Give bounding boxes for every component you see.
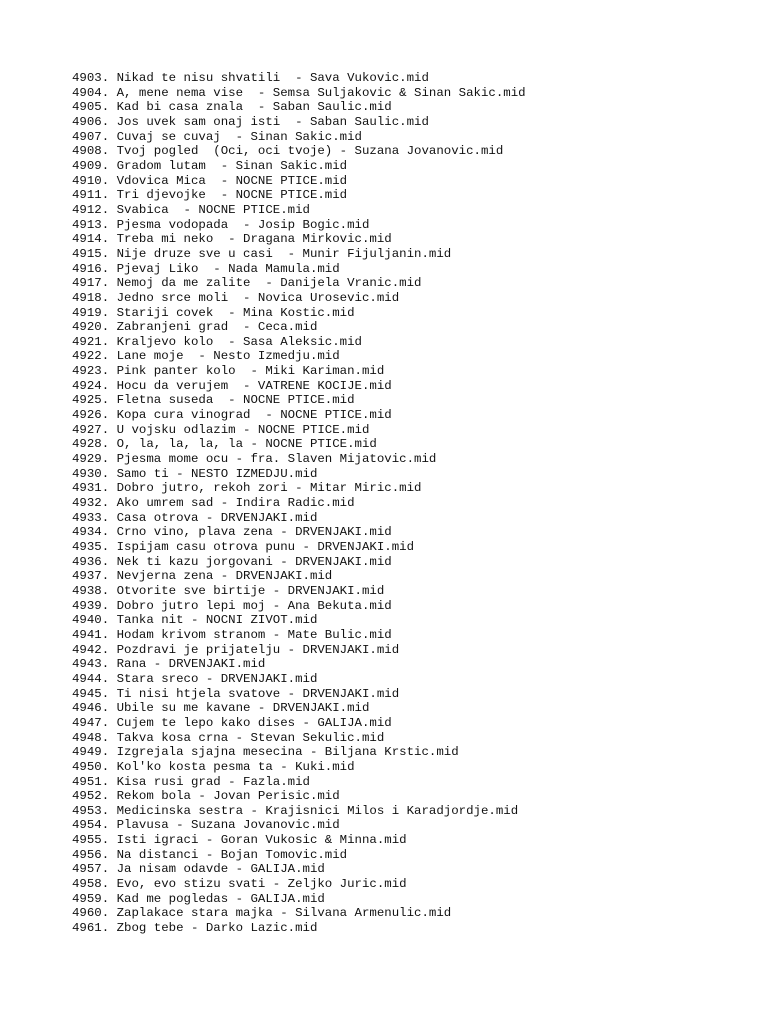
song-entry: 4956. Na distanci - Bojan Tomovic.mid — [72, 847, 348, 862]
song-entry: 4914. Treba mi neko - Dragana Mirkovic.mid — [72, 232, 392, 247]
song-entry: 4951. Kisa rusi grad - Fazla.mid — [72, 774, 310, 789]
song-entry: 4923. Pink panter kolo - Miki Kariman.mid — [72, 364, 385, 379]
song-entry: 4938. Otvorite sve birtije - DRVENJAKI.mid — [72, 583, 385, 598]
song-entry: 4930. Samo ti - NESTO IZMEDJU.mid — [72, 466, 318, 481]
song-entry: 4943. Rana - DRVENJAKI.mid — [72, 657, 266, 672]
song-entry: 4952. Rekom bola - Jovan Perisic.mid — [72, 789, 340, 804]
song-entry: 4924. Hocu da verujem - VATRENE KOCIJE.mid — [72, 378, 392, 393]
song-entry: 4960. Zaplakace stara majka - Silvana Armenulic.mid — [72, 906, 452, 921]
song-entry: 4922. Lane moje - Nesto Izmedju.mid — [72, 349, 340, 364]
song-entry: 4907. Cuvaj se cuvaj - Sinan Sakic.mid — [72, 129, 362, 144]
song-entry: 4910. Vdovica Mica - NOCNE PTICE.mid — [72, 173, 348, 188]
song-entry: 4937. Nevjerna zena - DRVENJAKI.mid — [72, 569, 333, 584]
song-entry: 4959. Kad me pogledas - GALIJA.mid — [72, 891, 325, 906]
song-entry: 4904. A, mene nema vise - Semsa Suljakovic & Sinan Sakic.mid — [72, 85, 526, 100]
song-entry: 4920. Zabranjeni grad - Ceca.mid — [72, 320, 318, 335]
song-entry: 4936. Nek ti kazu jorgovani - DRVENJAKI.mid — [72, 554, 392, 569]
song-entry: 4954. Plavusa - Suzana Jovanovic.mid — [72, 818, 340, 833]
song-entry: 4944. Stara sreco - DRVENJAKI.mid — [72, 671, 318, 686]
song-entry: 4945. Ti nisi htjela svatove - DRVENJAKI.mid — [72, 686, 400, 701]
song-entry: 4957. Ja nisam odavde - GALIJA.mid — [72, 862, 325, 877]
song-entry: 4928. O, la, la, la, la - NOCNE PTICE.mid — [72, 437, 377, 452]
song-entry: 4909. Gradom lutam - Sinan Sakic.mid — [72, 158, 348, 173]
song-entry: 4903. Nikad te nisu shvatili - Sava Vukovic.mid — [72, 71, 429, 85]
song-entry: 4917. Nemoj da me zalite - Danijela Vranic.mid — [72, 276, 422, 291]
song-entry: 4942. Pozdravi je prijatelju - DRVENJAKI.mid — [72, 642, 400, 657]
song-entry: 4916. Pjevaj Liko - Nada Mamula.mid — [72, 261, 340, 276]
song-entry: 4925. Fletna suseda - NOCNE PTICE.mid — [72, 393, 355, 408]
song-entry: 4905. Kad bi casa znala - Saban Saulic.mid — [72, 100, 392, 115]
song-entry: 4919. Stariji covek - Mina Kostic.mid — [72, 305, 355, 320]
song-entry: 4933. Casa otrova - DRVENJAKI.mid — [72, 510, 318, 525]
song-entry: 4918. Jedno srce moli - Novica Urosevic.mid — [72, 290, 400, 305]
song-entry: 4950. Kol'ko kosta pesma ta - Kuki.mid — [72, 759, 355, 774]
song-entry: 4939. Dobro jutro lepi moj - Ana Bekuta.mid — [72, 598, 392, 613]
song-entry: 4934. Crno vino, plava zena - DRVENJAKI.mid — [72, 525, 392, 540]
song-entry: 4961. Zbog tebe - Darko Lazic.mid — [72, 921, 318, 936]
song-entry: 4912. Svabica - NOCNE PTICE.mid — [72, 202, 310, 217]
song-entry: 4926. Kopa cura vinograd - NOCNE PTICE.mid — [72, 408, 392, 423]
song-entry: 4955. Isti igraci - Goran Vukosic & Minna.mid — [72, 833, 407, 848]
song-entry: 4947. Cujem te lepo kako dises - GALIJA.mid — [72, 715, 392, 730]
song-entry: 4915. Nije druze sve u casi - Munir Fijuljanin.mid — [72, 246, 452, 261]
song-entry: 4913. Pjesma vodopada - Josip Bogic.mid — [72, 217, 370, 232]
song-entry: 4931. Dobro jutro, rekoh zori - Mitar Miric.mid — [72, 481, 422, 496]
song-entry: 4935. Ispijam casu otrova punu - DRVENJAKI.mid — [72, 540, 415, 554]
song-entry: 4927. U vojsku odlazim - NOCNE PTICE.mid — [72, 422, 370, 437]
song-list — [72, 71, 526, 936]
song-entry: 4921. Kraljevo kolo - Sasa Aleksic.mid — [72, 334, 362, 349]
song-entry: 4949. Izgrejala sjajna mesecina - Biljana Krstic.mid — [72, 745, 459, 760]
song-entry: 4906. Jos uvek sam onaj isti - Saban Saulic.mid — [72, 114, 429, 129]
song-entry: 4948. Takva kosa crna - Stevan Sekulic.mid — [72, 730, 385, 745]
song-entry: 4958. Evo, evo stizu svati - Zeljko Juric.mid — [72, 877, 407, 892]
song-entry: 4940. Tanka nit - NOCNI ZIVOT.mid — [72, 613, 318, 628]
song-entry: 4929. Pjesma mome ocu - fra. Slaven Mijatovic.mid — [72, 452, 437, 467]
song-entry: 4946. Ubile su me kavane - DRVENJAKI.mid — [72, 701, 370, 716]
song-entry: 4953. Medicinska sestra - Krajisnici Milos i Karadjordje.mid — [72, 803, 519, 818]
song-entry: 4941. Hodam krivom stranom - Mate Bulic.mid — [72, 627, 392, 642]
song-entry: 4932. Ako umrem sad - Indira Radic.mid — [72, 496, 355, 511]
song-entry: 4911. Tri djevojke - NOCNE PTICE.mid — [72, 188, 348, 203]
song-entry: 4908. Tvoj pogled (Oci, oci tvoje) - Suzana Jovanovic.mid — [72, 144, 504, 159]
